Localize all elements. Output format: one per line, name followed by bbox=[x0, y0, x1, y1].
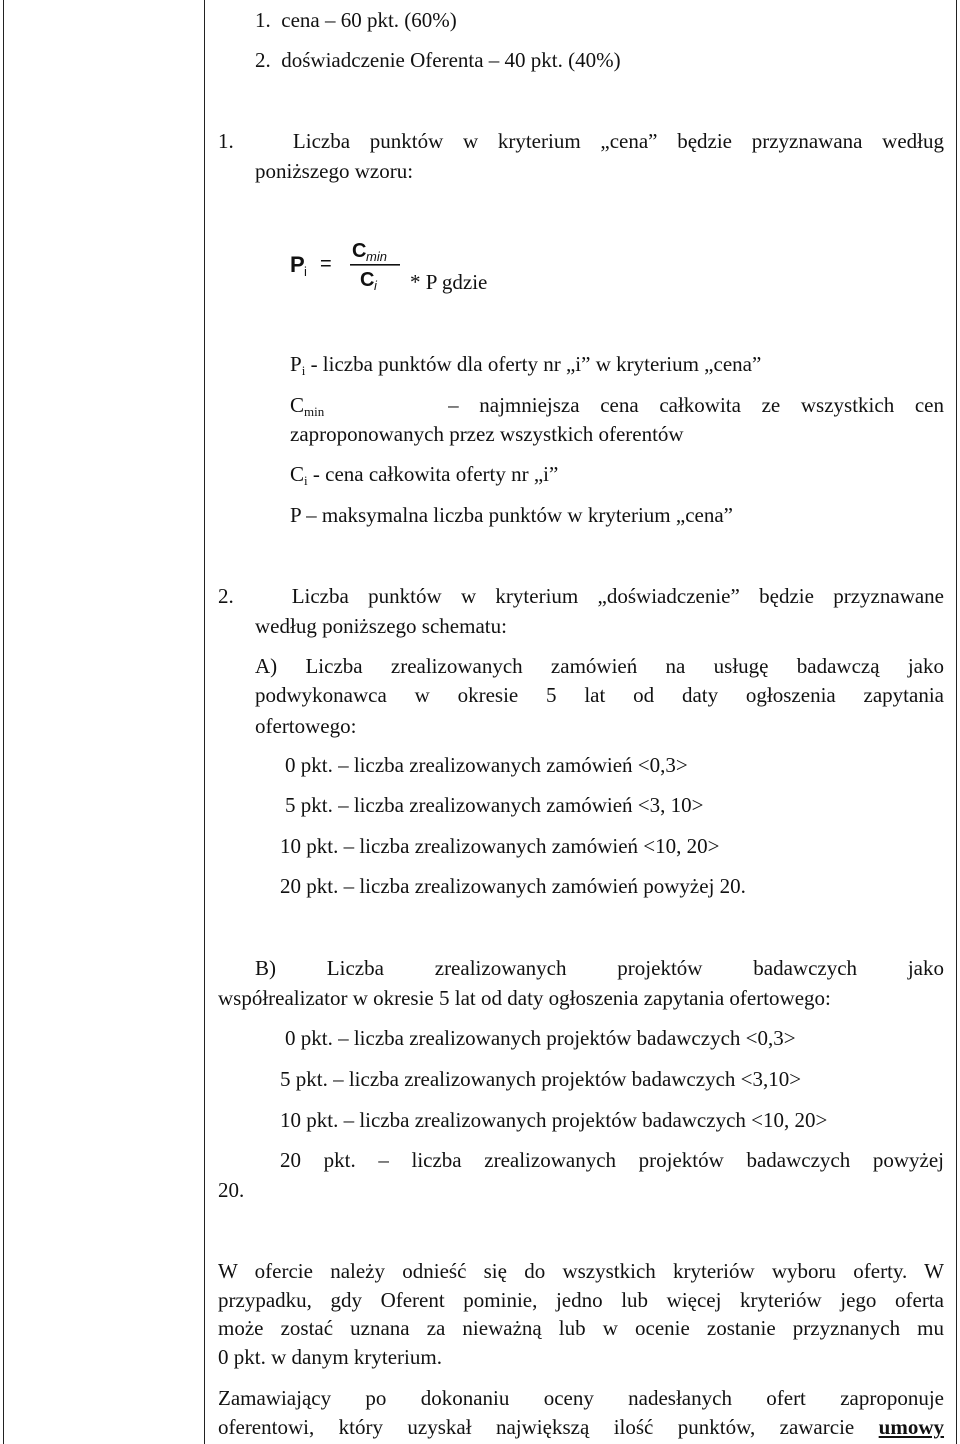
list-item-price bbox=[255, 8, 457, 32]
final-paragraph-line2: oferentowi, który uzyskał największą ilość punktów, zawarcie umowy bbox=[218, 1415, 945, 1439]
final-paragraph-line1: Zamawiający po dokonaniu oceny nadesłanych ofert zaproponuje bbox=[218, 1386, 944, 1410]
table-border-column bbox=[204, 0, 205, 1444]
definition-ci: Ci - cena całkowita oferty nr „i” bbox=[290, 462, 559, 488]
criterion-b-item: 5 pkt. – liczba zrealizowanych projektów badawczych <3,10> bbox=[280, 1067, 802, 1091]
section1-heading-line2: poniższego wzoru: bbox=[255, 159, 414, 183]
definition-pi: Pi - liczba punktów dla oferty nr „i” w kryterium „cena” bbox=[290, 352, 762, 378]
formula-denominator-sub: i bbox=[374, 278, 377, 292]
definition-cmin: Cmin – najmniejsza cena całkowita ze wszystkich cen bbox=[290, 393, 944, 419]
formula-lhs: P bbox=[290, 252, 305, 277]
formula-numerator-sub: min bbox=[366, 249, 387, 264]
contract-emphasis: umowy bbox=[878, 1415, 945, 1439]
criterion-b-item-wrap: 20. bbox=[218, 1178, 245, 1202]
section2-heading: 2. Liczba punktów w kryterium „doświadczenie” będzie przyznawane bbox=[218, 584, 945, 608]
price-formula bbox=[290, 240, 405, 292]
criterion-b-line1: B) Liczba zrealizowanych projektów badawczych jako bbox=[255, 956, 944, 980]
list-item-experience bbox=[255, 48, 621, 72]
section1-heading: 1. Liczba punktów w kryterium „cena” będzie przyznawana według bbox=[218, 129, 945, 153]
formula-lhs-sub: i bbox=[304, 264, 307, 279]
table-border-left-outer bbox=[3, 0, 4, 1444]
formula-eq: = bbox=[320, 253, 332, 275]
formula-fraction-bar bbox=[350, 264, 400, 266]
criterion-a-item: 20 pkt. – liczba zrealizowanych zamówień powyżej 20. bbox=[280, 874, 746, 898]
closing-paragraph-line: W ofercie należy odnieść się do wszystkich kryteriów wyboru oferty. W bbox=[218, 1259, 944, 1283]
formula-tail: * P gdzie bbox=[410, 270, 488, 294]
criterion-a-item: 0 pkt. – liczba zrealizowanych zamówień <0,3> bbox=[285, 753, 688, 777]
table-border-right bbox=[956, 0, 957, 1444]
criterion-a-item: 5 pkt. – liczba zrealizowanych zamówień <3, 10> bbox=[285, 793, 704, 817]
criterion-b-item: 20 pkt. – liczba zrealizowanych projektów badawczych powyżej bbox=[280, 1148, 944, 1172]
list-number: 2. bbox=[255, 48, 271, 72]
list-text: cena – 60 pkt. (60%) bbox=[281, 8, 457, 32]
criterion-a-line3: ofertowego: bbox=[255, 714, 357, 738]
criterion-a-line1: A) Liczba zrealizowanych zamówień na usługę badawczą jako bbox=[255, 654, 944, 678]
criterion-a-item: 10 pkt. – liczba zrealizowanych zamówień <10, 20> bbox=[280, 834, 720, 858]
definition-cmin-line2: zaproponowanych przez wszystkich oferentów bbox=[290, 422, 684, 446]
list-number: 1. bbox=[255, 8, 271, 32]
formula-numerator: C bbox=[352, 240, 367, 262]
criterion-a-line2: podwykonawca w okresie 5 lat od daty ogłoszenia zapytania bbox=[255, 683, 944, 707]
criterion-b-item: 10 pkt. – liczba zrealizowanych projektów badawczych <10, 20> bbox=[280, 1108, 828, 1132]
formula-denominator: C bbox=[360, 269, 375, 291]
section2-heading-line2: według poniższego schematu: bbox=[255, 614, 507, 638]
list-text: doświadczenie Oferenta – 40 pkt. (40%) bbox=[281, 48, 621, 72]
criterion-b-line2: współrealizator w okresie 5 lat od daty ogłoszenia zapytania ofertowego: bbox=[218, 986, 831, 1010]
definition-p: P – maksymalna liczba punktów w kryterium „cena” bbox=[290, 503, 733, 527]
closing-paragraph-line: 0 pkt. w danym kryterium. bbox=[218, 1345, 442, 1369]
closing-paragraph-line: przypadku, gdy Oferent pominie, jedno lub więcej kryteriów jego oferta bbox=[218, 1288, 944, 1312]
closing-paragraph-line: może zostać uznana za nieważną lub w ocenie zostanie przyznanych mu bbox=[218, 1316, 944, 1340]
criterion-b-item: 0 pkt. – liczba zrealizowanych projektów badawczych <0,3> bbox=[285, 1026, 796, 1050]
